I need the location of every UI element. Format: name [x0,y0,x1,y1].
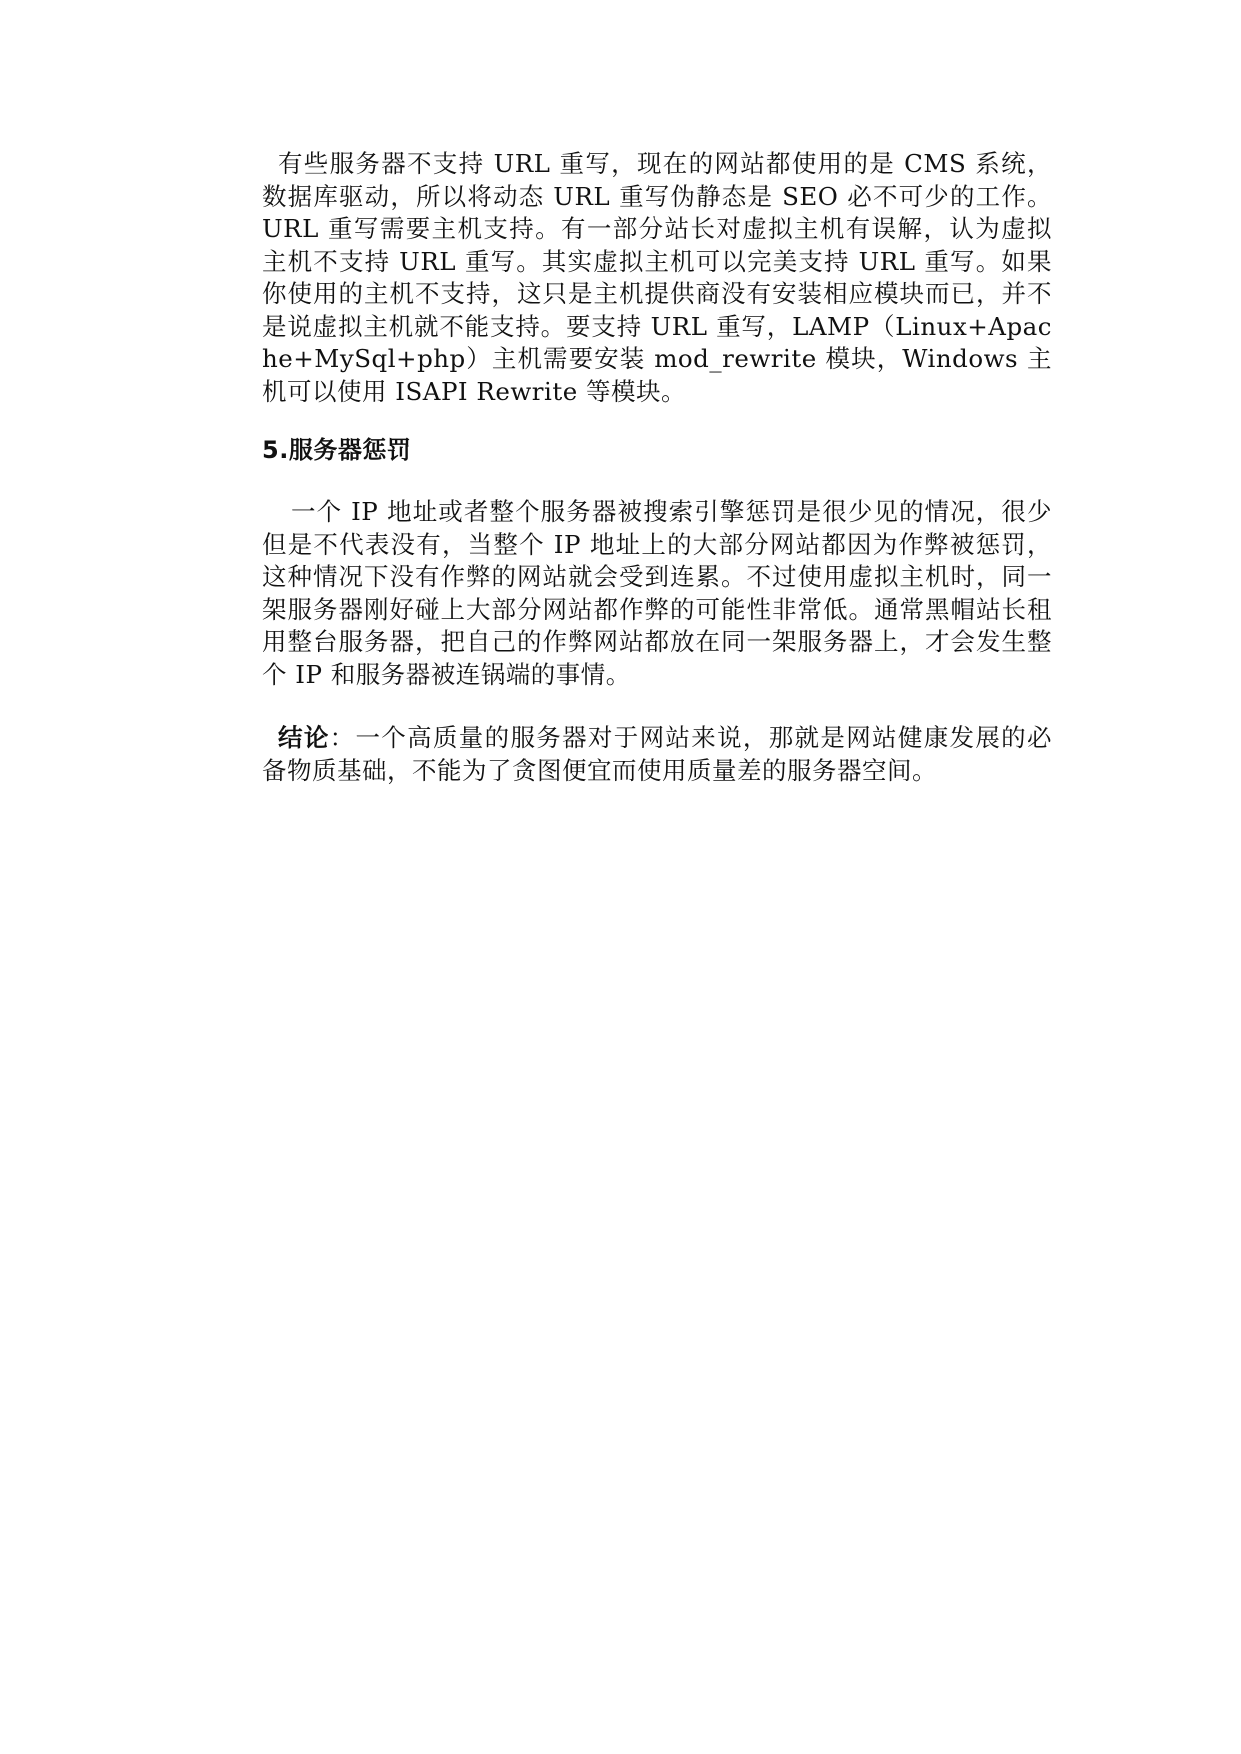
section-heading-server-penalty: 5.服务器惩罚 [262,436,412,464]
conclusion-separator: ： [329,723,356,752]
paragraph-server-penalty: 一个 IP 地址或者整个服务器被搜索引擎惩罚是很少见的情况，很少但是不代表没有，当整个 IP 地址上的大部分网站都因为作弊被惩罚，这种情况下没有作弊的网站就会受到连累。不过使用虚拟主机时，同一架服务器刚好碰上大部分网站都作弊的可能性非常低。通常黑帽站长租用整台服务器，把自己的作弊网站都放在同一架服务器上，才会发生整个 IP 和服务器被连锅端的事情。 [262,497,1052,689]
conclusion-label: 结论 [278,723,330,752]
paragraph-url-rewrite: 有些服务器不支持 URL 重写，现在的网站都使用的是 CMS 系统，数据库驱动，所以将动态 URL 重写伪静态是 SEO 必不可少的工作。URL 重写需要主机支持。有一部分站长对虚拟主机有误解，认为虚拟主机不支持 URL 重写。其实虚拟主机可以完美支持 URL 重写。如果你使用的主机不支持，这只是主机提供商没有安装相应模块而已，并不是说虚拟主机就不能支持。要支持 URL 重写，LAMP（Linux+Apache+MySql+php）主机需要安装 mod_rewrite 模块，Windows 主机可以使用 ISAPI Rewrite 等模块。 [262,149,1052,406]
conclusion-text: 一个高质量的服务器对于网站来说，那就是网站健康发展的必备物质基础，不能为了贪图便宜而使用质量差的服务器空间。 [262,723,1052,785]
paragraph-conclusion [262,722,1052,787]
document-page [262,148,1052,787]
